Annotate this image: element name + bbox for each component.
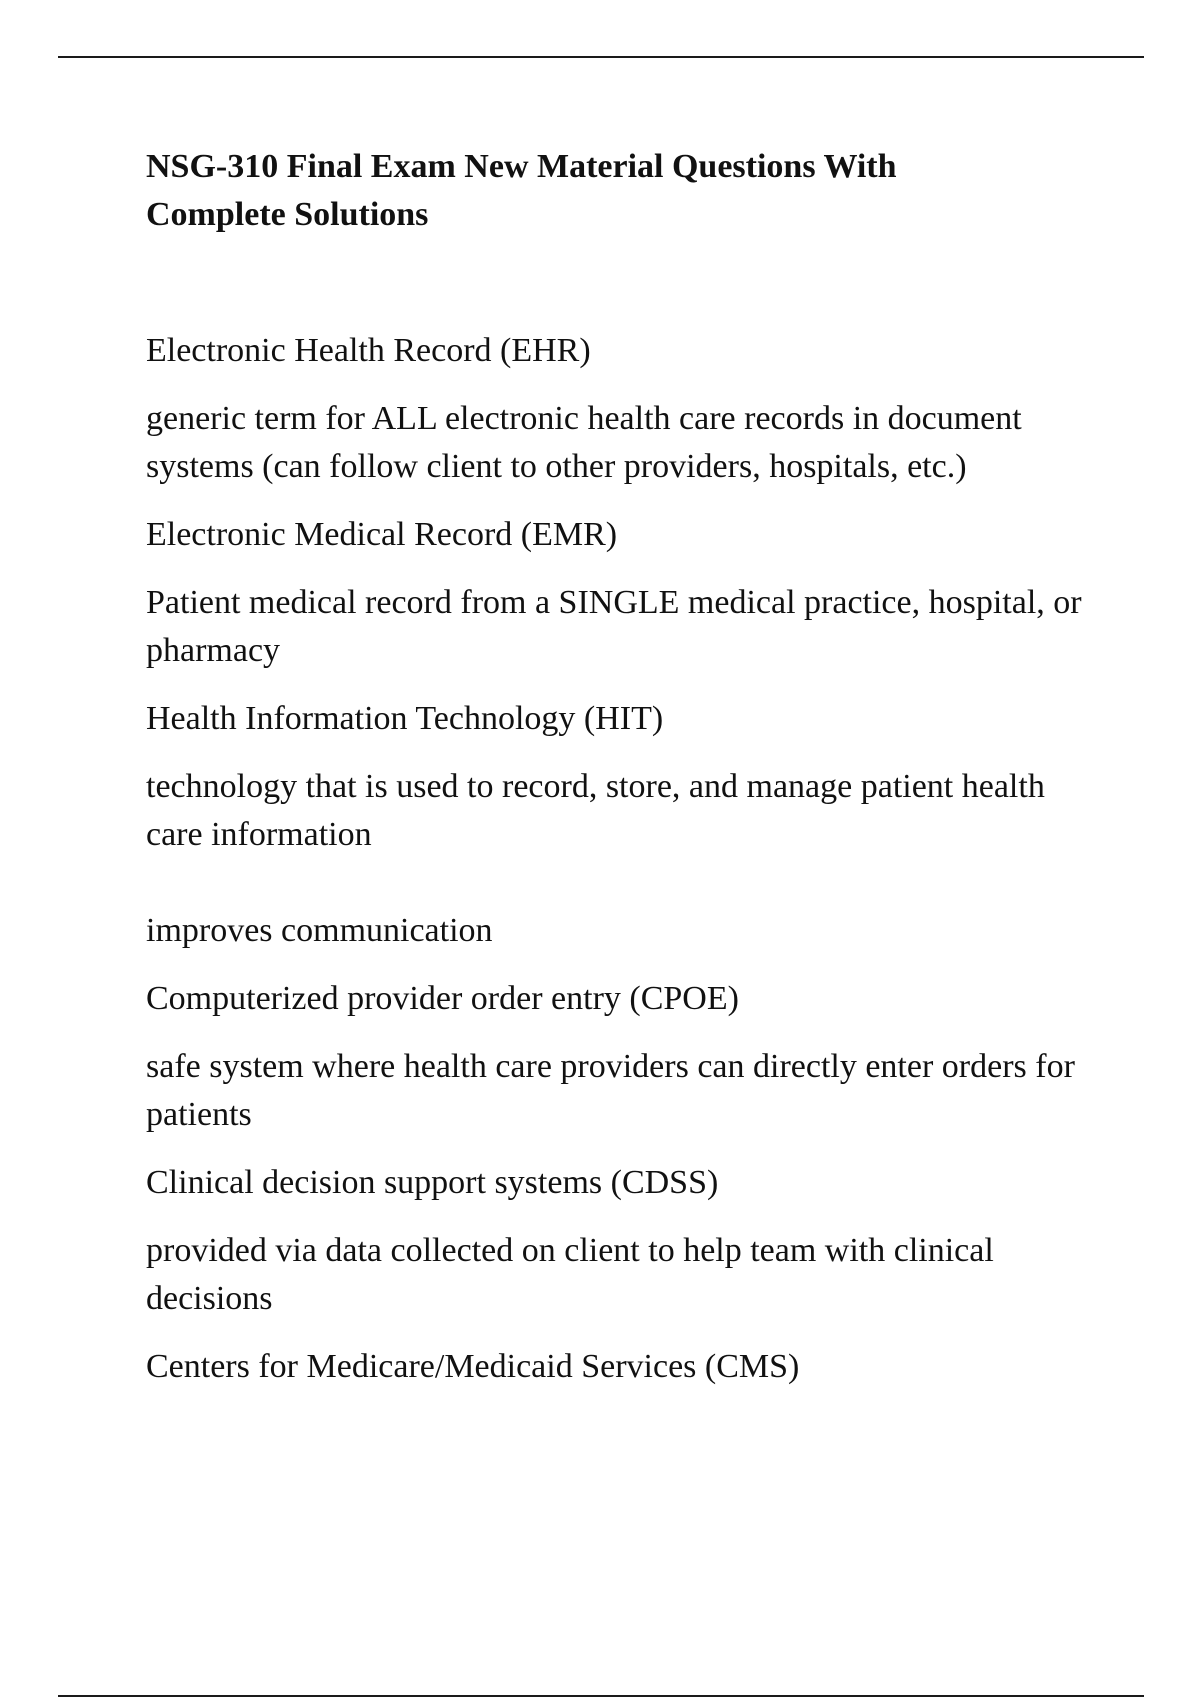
term-cms: Centers for Medicare/Medicaid Services (CMS) xyxy=(146,1348,800,1385)
term-hit: Health Information Technology (HIT) xyxy=(146,700,664,737)
definition-ehr: generic term for ALL electronic health care records in document systems (can follow client to other providers, hospitals, etc.) xyxy=(146,400,1022,485)
document-body xyxy=(146,143,1106,1411)
term-cpoe: Computerized provider order entry (CPOE) xyxy=(146,980,739,1017)
bottom-divider xyxy=(58,1695,1144,1697)
definition-emr: Patient medical record from a SINGLE medical practice, hospital, or pharmacy xyxy=(146,584,1082,669)
top-divider xyxy=(58,56,1144,58)
document-title: NSG-310 Final Exam New Material Questions With Complete Solutions xyxy=(146,148,897,233)
definition-cdss: provided via data collected on client to help team with clinical decisions xyxy=(146,1232,994,1317)
definition-hit: technology that is used to record, store, and manage patient health care information xyxy=(146,768,1045,853)
entry-list xyxy=(146,327,1106,1391)
term-emr: Electronic Medical Record (EMR) xyxy=(146,516,618,553)
definition-cpoe: safe system where health care providers can directly enter orders for patients xyxy=(146,1048,1075,1133)
definition-hit-continued: improves communication xyxy=(146,912,493,949)
term-ehr: Electronic Health Record (EHR) xyxy=(146,332,591,369)
term-cdss: Clinical decision support systems (CDSS) xyxy=(146,1164,719,1201)
